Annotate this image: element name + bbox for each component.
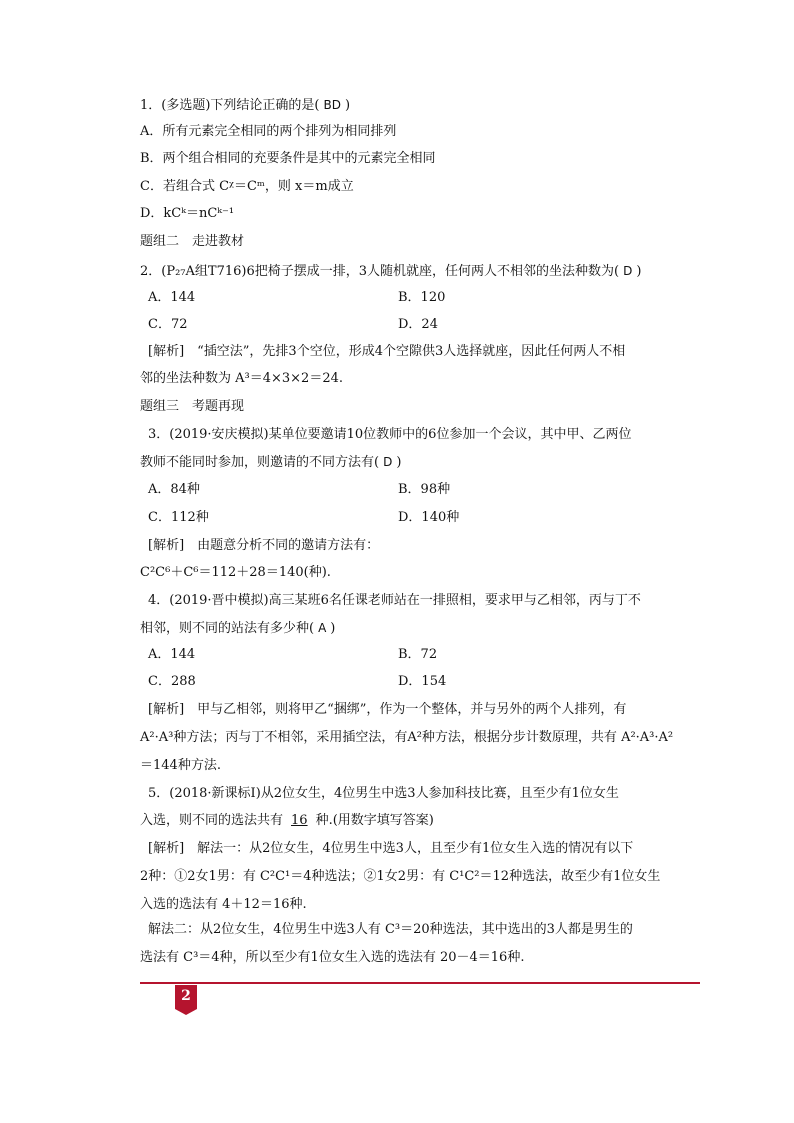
q3-stem-end: ) xyxy=(396,455,402,470)
q1-option-a: A．所有元素完全相同的两个排列为相同排列 xyxy=(140,124,397,139)
q2-stem xyxy=(140,262,641,281)
q4-answer: A xyxy=(318,621,327,635)
q2-option-a: A．144 xyxy=(148,290,196,305)
q4-option-c: C．288 xyxy=(148,674,196,689)
q3-analysis-line-1: [解析] 由题意分析不同的邀请方法有： xyxy=(148,538,380,553)
q4-stem-line-2 xyxy=(140,619,335,638)
q4-analysis-line-1: [解析] 甲与乙相邻，则将甲乙“捆绑”，作为一个整体，并与另外的两个人排列，有 xyxy=(148,702,627,717)
q5-analysis-line-3: 入选的选法有 4＋12＝16种. xyxy=(140,897,307,912)
page-number-badge xyxy=(175,985,197,1009)
q1-stem xyxy=(140,96,350,115)
group-3-heading: 题组三 考题再现 xyxy=(140,399,245,414)
q5-analysis-line-2: 2种：①2女1男：有 C²C¹＝4种选法；②1女2男：有 C¹C²＝12种选法，故至少有1位女生 xyxy=(140,869,661,884)
q5-analysis-line-4: 解法二：从2位女生，4位男生中选3人有 C³＝20种选法，其中选出的3人都是男生的 xyxy=(148,922,633,937)
q5-stem-line-2 xyxy=(140,812,434,830)
q3-analysis-line-2: C²C⁶＋C⁶＝112＋28＝140(种). xyxy=(140,565,331,580)
q4-stem-line-1: 4．(2019·晋中模拟)高三某班6名任课老师站在一排照相，要求甲与乙相邻，丙与丁不 xyxy=(148,593,641,608)
q2-answer: D xyxy=(623,264,633,278)
q3-option-a: A．84种 xyxy=(148,482,200,497)
q4-stem-text: 相邻，则不同的站法有多少种( xyxy=(140,621,315,636)
group-2-heading: 题组二 走进教材 xyxy=(140,234,245,249)
q5-analysis-line-1: [解析] 解法一：从2位女生，4位男生中选3人，且至少有1位女生入选的情况有以下 xyxy=(148,841,634,856)
q2-option-b: B．120 xyxy=(398,290,446,305)
q4-analysis-line-3: ＝144种方法. xyxy=(140,758,221,773)
q3-stem-text: 教师不能同时参加，则邀请的不同方法有( xyxy=(140,455,380,470)
q2-analysis-line-1: [解析] “插空法”，先排3个空位，形成4个空隙供3人选择就座，因此任何两人不相 xyxy=(148,344,626,359)
q2-stem-text: 2．(P₂₇A组T716)6把椅子摆成一排，3人随机就座，任何两人不相邻的坐法种数为( xyxy=(140,264,620,279)
footer-rule xyxy=(140,982,700,984)
q5-answer: 16 xyxy=(291,813,308,828)
q4-analysis-line-2: A²·A³种方法；丙与丁不相邻，采用插空法，有A²种方法，根据分步计数原理，共有 A²·A³·A² xyxy=(140,730,674,745)
q5-stem-text: 入选，则不同的选法共有 xyxy=(140,813,284,828)
q3-option-d: D．140种 xyxy=(398,510,460,525)
q3-option-b: B．98种 xyxy=(398,482,451,497)
q1-option-b: B．两个组合相同的充要条件是其中的元素完全相同 xyxy=(140,151,436,166)
q5-analysis-line-5: 选法有 C³＝4种，所以至少有1位女生入选的选法有 20－4＝16种. xyxy=(140,950,525,965)
page-number: 2 xyxy=(181,988,191,1004)
q2-option-d: D．24 xyxy=(398,317,438,332)
q1-stem-end: ) xyxy=(344,98,351,113)
q5-stem-line-1: 5．(2018·新课标Ⅰ)从2位女生，4位男生中选3人参加科技比赛，且至少有1位女生 xyxy=(148,786,619,801)
q3-stem-line-2 xyxy=(140,453,401,472)
q1-answer: BD xyxy=(323,98,341,112)
q1-option-d: D．kCᵏ＝nCᵏ⁻¹ xyxy=(140,206,235,221)
q5-stem-end: 种.(用数字填写答案) xyxy=(315,813,434,828)
q3-option-c: C．112种 xyxy=(148,510,209,525)
q2-analysis-line-2: 邻的坐法种数为 A³＝4×3×2＝24. xyxy=(140,371,344,386)
page-number-badge-tail xyxy=(175,1009,197,1015)
q3-stem-line-1: 3．(2019·安庆模拟)某单位要邀请10位教师中的6位参加一个会议，其中甲、乙两位 xyxy=(148,427,632,442)
q1-stem-text: 1．(多选题)下列结论正确的是( xyxy=(140,98,320,113)
q2-option-c: C．72 xyxy=(148,317,188,332)
q3-answer: D xyxy=(383,455,393,469)
q4-stem-end: ) xyxy=(330,621,336,636)
q4-option-d: D．154 xyxy=(398,674,447,689)
q2-stem-end: ) xyxy=(636,264,642,279)
q4-option-a: A．144 xyxy=(148,647,196,662)
q4-option-b: B．72 xyxy=(398,647,438,662)
q1-option-c: C．若组合式 Cᵡ＝Cᵐ，则 x＝m成立 xyxy=(140,179,354,194)
